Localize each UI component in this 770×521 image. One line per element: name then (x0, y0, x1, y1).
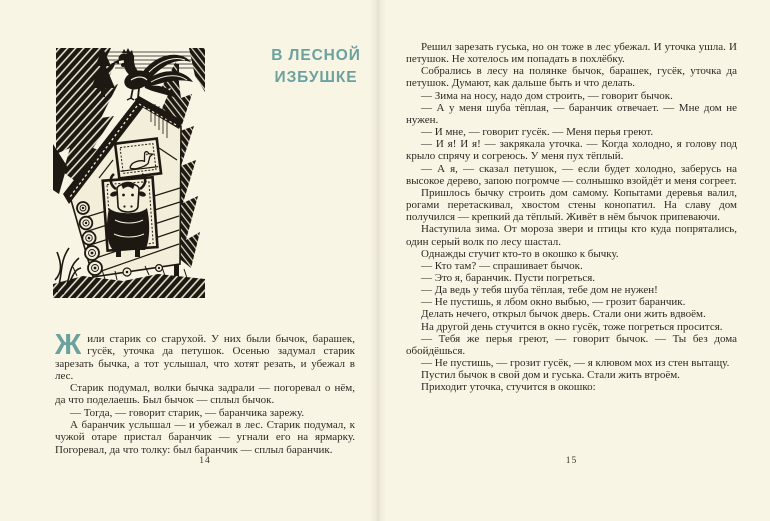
paragraph: — Не пустишь, — грозит гусёк, — я клювом мох из стен вытащу. (421, 357, 730, 370)
paragraph: — И я! И я! — закрякала уточка. — Когда холодно, я голову под крыло спрячу и согреюсь. У меня пух тёплый. (406, 138, 737, 163)
doorway-with-bull (103, 174, 158, 257)
left-paragraph-list (55, 382, 355, 456)
page-number-right: 15 (565, 456, 578, 466)
paragraph: Наступила зима. От мороза звери и птицы кто куда попрятались, один серый волк по лесу шастал. (406, 223, 737, 248)
paragraph: — Да ведь у тебя шуба тёплая, тебе дом не нужен! (421, 284, 658, 297)
chapter-title-line-2: ИЗБУШКЕ (274, 69, 358, 86)
paragraph: — Кто там? — спрашивает бычок. (421, 259, 583, 272)
paragraph: — Зима на носу, надо дом строить, — говорит бычок. (421, 89, 673, 102)
drop-cap: Ж (55, 329, 82, 361)
forest-hut-woodcut-art (53, 48, 205, 298)
paragraph: — А я, — сказал петушок, — если будет холодно, заберусь на высокое дерево, запою погромче — солнышко взойдёт и меня согреет. (406, 162, 737, 187)
paragraph: — Тебя же перья греют, — говорит бычок. — Ты без дома обойдёшься. (406, 332, 737, 357)
paragraph: Старик подумал, волки бычка задрали — погоревал о нём, да что поделаешь. Был бычок — сплыл бычок. (55, 382, 355, 407)
paragraph: А баранчик услышал — и убежал в лес. Старик подумал, к чужой отаре пристал баранчик — угнали его на ярмарку. Погоревал, да что толку: был баранчик — сплыл баранчик. (55, 419, 355, 456)
paragraph: Приходит уточка, стучится в окошко: (421, 381, 596, 394)
opening-paragraph-text: или старик со старухой. У них были бычок, барашек, гусёк, уточка да петушок. Осенью задумал старик зарезать бычка, а тот услышал, что хотят резать, и убежал в лес. (55, 333, 355, 382)
paragraph: — Это я, баранчик. Пусти погреться. (421, 271, 596, 284)
paragraph: Пришлось бычку строить дом самому. Копытами деревья валил, рогами перетаскивал, хвостом стены конопатил. На славу дом получился — крепкий да тёплый. Живёт в нём бычок припеваючи. (406, 186, 737, 224)
window-with-duck (115, 139, 161, 179)
left-page-text (55, 329, 355, 456)
paragraph: Делать нечего, открыл бычок дверь. Стали они жить вдвоём. (421, 308, 706, 321)
chapter-title-line-1: В ЛЕСНОЙ (271, 47, 361, 64)
opening-paragraph (55, 329, 355, 382)
paragraph: На другой день стучится в окно гусёк, тоже погреться просится. (421, 320, 723, 333)
paragraph: — Тогда, — говорит старик, — баранчика зарежу. (70, 406, 305, 419)
paragraph: — А у меня шуба тёплая, — баранчик отвечает. — Мне дом не нужен. (406, 101, 737, 126)
paragraph: — Не пустишь, я лбом окно выбью, — грозит баранчик. (421, 296, 686, 309)
right-page-text (406, 41, 737, 394)
bull-icon (107, 174, 149, 257)
paragraph: Собрались в лесу на полянке бычок, барашек, гусёк, уточка да петушок. Думают, как дальше быть и что делать. (406, 65, 737, 90)
paragraph: Решил зарезать гуська, но он тоже в лес убежал. И уточка ушла. И петушок. Не хотелось им попадать в похлёбку. (406, 41, 737, 66)
page-number-left: 14 (199, 456, 211, 466)
paragraph: — И мне, — говорит гусёк. — Меня перья греют. (421, 126, 654, 139)
chapter-title (232, 45, 400, 89)
treetop-corner (189, 48, 205, 92)
paragraph: Однажды стучит кто-то в окошко к бычку. (421, 247, 619, 260)
woodcut-illustration (53, 48, 205, 298)
paragraph: Пустил бычок в свой дом и гуська. Стали жить втроём. (421, 369, 680, 382)
